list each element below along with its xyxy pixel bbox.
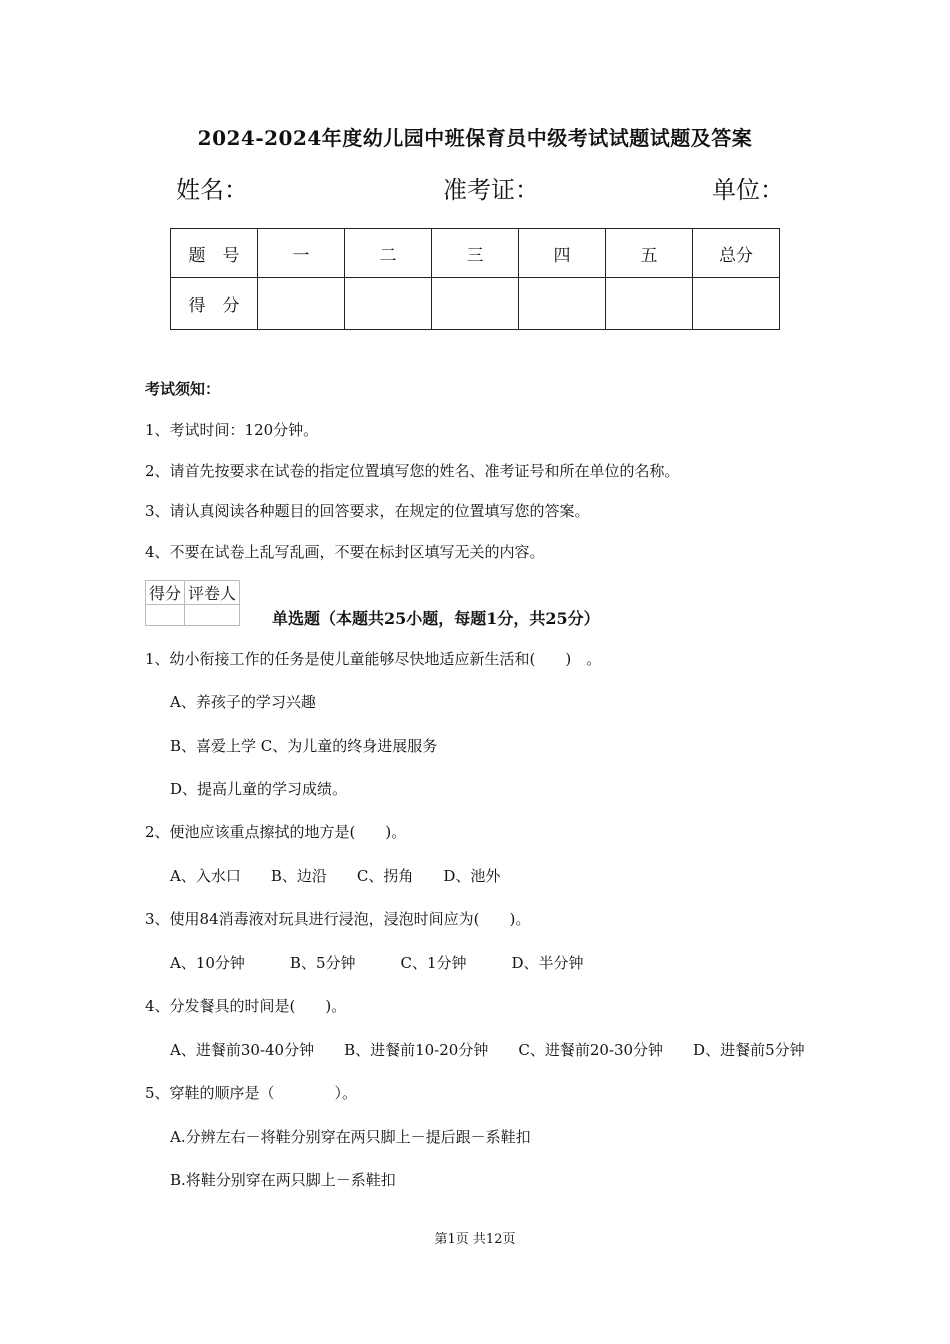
question-option: A、10分钟 B、5分钟 C、1分钟 D、半分钟 [170,954,584,972]
score-cell[interactable] [345,278,432,330]
name-label: 姓名： [176,176,248,204]
question-option: A、进餐前30-40分钟 B、进餐前10-20分钟 C、进餐前20-30分钟 D、进餐前5分钟 [170,1041,805,1059]
score-header-cell: 总分 [693,229,780,278]
question-text: 4、分发餐具的时间是( )。 [145,997,347,1015]
notice-heading: 考试须知： [145,380,221,398]
score-table-score-row [171,278,780,330]
unit-label: 单位： [712,176,784,204]
score-header-cell: 一 [258,229,345,278]
page-title: 2024-2024年度幼儿园中班保育员中级考试试题试题及答案 [197,126,753,150]
score-header-cell: 三 [432,229,519,278]
notice-item: 4、不要在试卷上乱写乱画，不要在标封区填写无关的内容。 [145,543,545,561]
score-cell[interactable] [432,278,519,330]
question-option: A、入水口 B、边沿 C、拐角 D、池外 [170,867,501,885]
notice-item: 2、请首先按要求在试卷的指定位置填写您的姓名、准考证号和所在单位的名称。 [145,462,680,480]
score-header-cell: 五 [606,229,693,278]
grader-box [145,580,240,626]
score-cell[interactable] [693,278,780,330]
grader-reviewer-label: 评卷人 [185,581,240,605]
page-footer: 第1页 共12页 [434,1232,516,1247]
score-cell[interactable] [519,278,606,330]
grader-score-cell[interactable] [146,605,185,626]
question-text: 1、幼小衔接工作的任务是使儿童能够尽快地适应新生活和( ) 。 [145,650,602,668]
score-header-cell: 二 [345,229,432,278]
exam-id-label: 准考证： [443,176,539,204]
grader-reviewer-cell[interactable] [185,605,240,626]
score-header-cell: 四 [519,229,606,278]
question-text: 5、穿鞋的顺序是（ ）。 [145,1084,358,1102]
question-option: A、养孩子的学习兴趣 [170,693,316,711]
score-table-header-row [171,229,780,278]
grader-score-label: 得分 [146,581,185,605]
score-header-cell: 题 号 [171,229,258,278]
question-option: B.将鞋分别穿在两只脚上－系鞋扣 [170,1171,396,1189]
question-text: 2、便池应该重点擦拭的地方是( )。 [145,823,407,841]
score-cell[interactable] [606,278,693,330]
score-row-label: 得 分 [171,278,258,330]
notice-item: 1、考试时间：120分钟。 [145,421,319,439]
question-text: 3、使用84消毒液对玩具进行浸泡，浸泡时间应为( )。 [145,910,531,928]
question-option: B、喜爱上学 C、为儿童的终身进展服务 [170,737,438,755]
score-table [170,228,780,330]
question-option: D、提高儿童的学习成绩。 [170,780,348,798]
section-title: 单选题（本题共25小题，每题1分，共25分） [272,609,600,628]
notice-item: 3、请认真阅读各种题目的回答要求，在规定的位置填写您的答案。 [145,502,590,520]
question-option: A.分辨左右－将鞋分别穿在两只脚上－提后跟－系鞋扣 [170,1128,531,1146]
score-cell[interactable] [258,278,345,330]
